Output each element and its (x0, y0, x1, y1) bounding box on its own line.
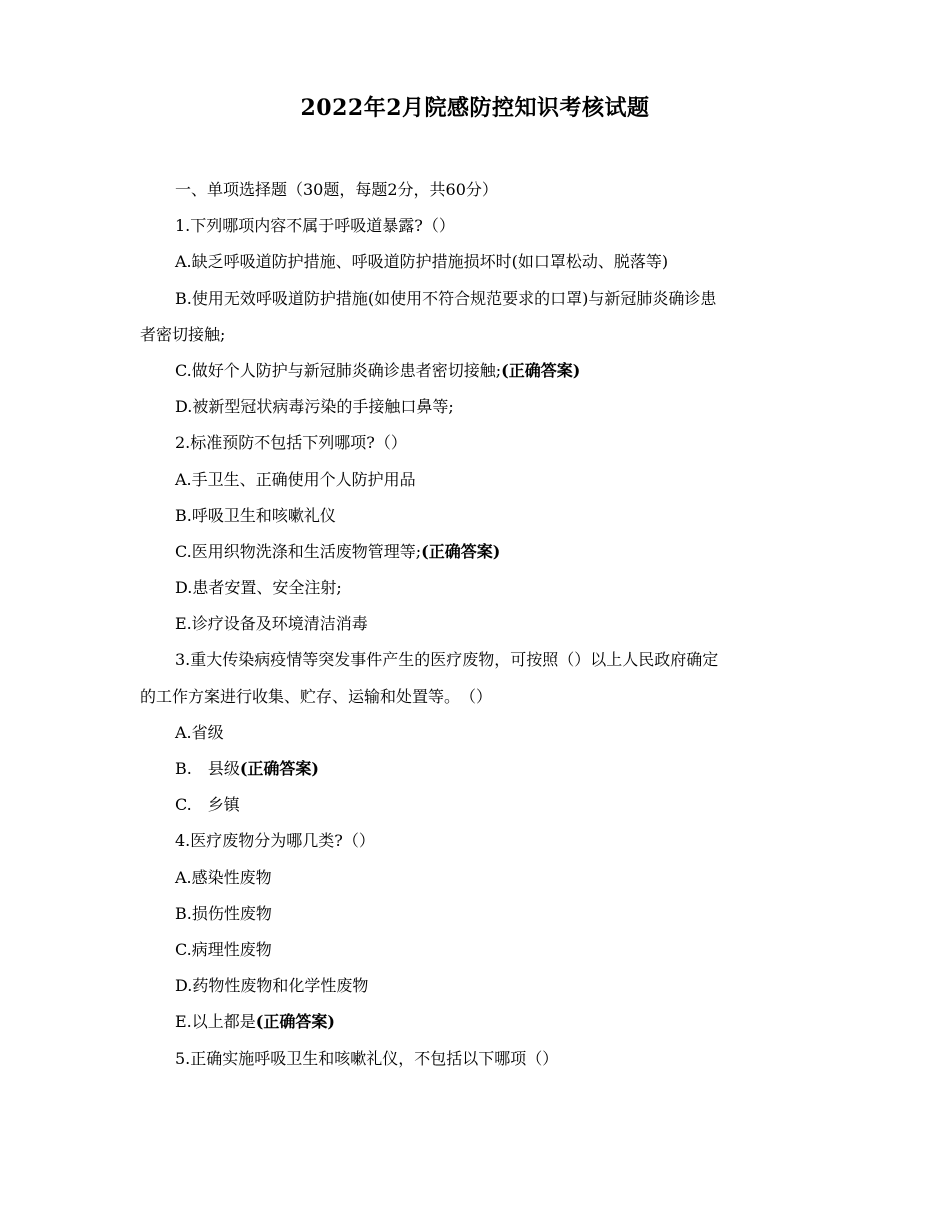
line-text: 4.医疗废物分为哪几类?（） (175, 831, 375, 851)
text-line (140, 389, 812, 425)
text-line (140, 534, 812, 570)
text-line (140, 642, 812, 678)
line-text: A.感染性废物 (175, 867, 272, 887)
text-line (140, 1004, 812, 1040)
text-line (140, 570, 812, 606)
text-line (140, 498, 812, 534)
text-line (140, 208, 812, 244)
line-text: A.缺乏呼吸道防护措施、呼吸道防护措施损坏时(如口罩松动、脱落等) (175, 252, 669, 272)
line-text: E.以上都是 (175, 1012, 256, 1032)
text-line (140, 1041, 812, 1077)
text-line (140, 823, 812, 859)
line-text: 1.下列哪项内容不属于呼吸道暴露?（） (175, 216, 455, 236)
text-line (140, 715, 812, 751)
line-text: D.患者安置、安全注射; (175, 578, 342, 598)
correct-answer-mark: (正确答案) (255, 1012, 335, 1032)
correct-answer-mark: (正确答案) (421, 541, 501, 561)
text-line (140, 787, 812, 823)
line-text: C.做好个人防护与新冠肺炎确诊患者密切接触; (175, 360, 502, 380)
line-text: 的工作方案进行收集、贮存、运输和处置等。 （） (140, 686, 493, 706)
text-line (140, 679, 812, 715)
text-line (140, 968, 812, 1004)
line-text: 者密切接触; (140, 324, 226, 344)
line-text: 5.正确实施呼吸卫生和咳嗽礼仪，不包括以下哪项（） (175, 1048, 559, 1068)
text-line (140, 606, 812, 642)
line-text: B.损伤性废物 (175, 903, 272, 923)
line-text: B. 县级 (175, 759, 240, 778)
text-line (140, 281, 812, 317)
page-title: 2022年2月院感防控知识考核试题 (300, 95, 650, 121)
correct-answer-mark: (正确答案) (501, 360, 581, 380)
text-line (140, 172, 812, 208)
line-text: B.呼吸卫生和咳嗽礼仪 (175, 505, 336, 525)
line-text: D.药物性废物和化学性废物 (175, 976, 369, 996)
text-line (140, 860, 812, 896)
text-line (140, 317, 812, 353)
text-line (140, 425, 812, 461)
text-line (140, 932, 812, 968)
line-text: C.病理性废物 (175, 939, 272, 959)
text-line (140, 244, 812, 280)
line-text: B.使用无效呼吸道防护措施(如使用不符合规范要求的口罩)与新冠肺炎确诊患 (175, 288, 717, 308)
line-text: D.被新型冠状病毒污染的手接触口鼻等; (175, 397, 454, 417)
line-text: 3.重大传染病疫情等突发事件产生的医疗废物，可按照（）以上人民政府确定 (175, 650, 719, 670)
line-text: A.省级 (175, 722, 224, 742)
line-text: 一、单项选择题（30题，每题2分，共60分） (175, 180, 498, 199)
correct-answer-mark: (正确答案) (239, 759, 320, 778)
line-text: A.手卫生、正确使用个人防护用品 (175, 469, 416, 489)
line-text: E.诊疗设备及环境清洁消毒 (175, 614, 368, 634)
text-line (140, 751, 812, 787)
text-line (140, 896, 812, 932)
text-line (140, 462, 812, 498)
line-text: 2.标准预防不包括下列哪项?（） (175, 433, 407, 453)
text-line (140, 353, 812, 389)
line-text: C.医用织物洗涤和生活废物管理等; (175, 541, 422, 561)
line-text: C. 乡镇 (175, 795, 240, 815)
question-body (140, 172, 812, 1077)
